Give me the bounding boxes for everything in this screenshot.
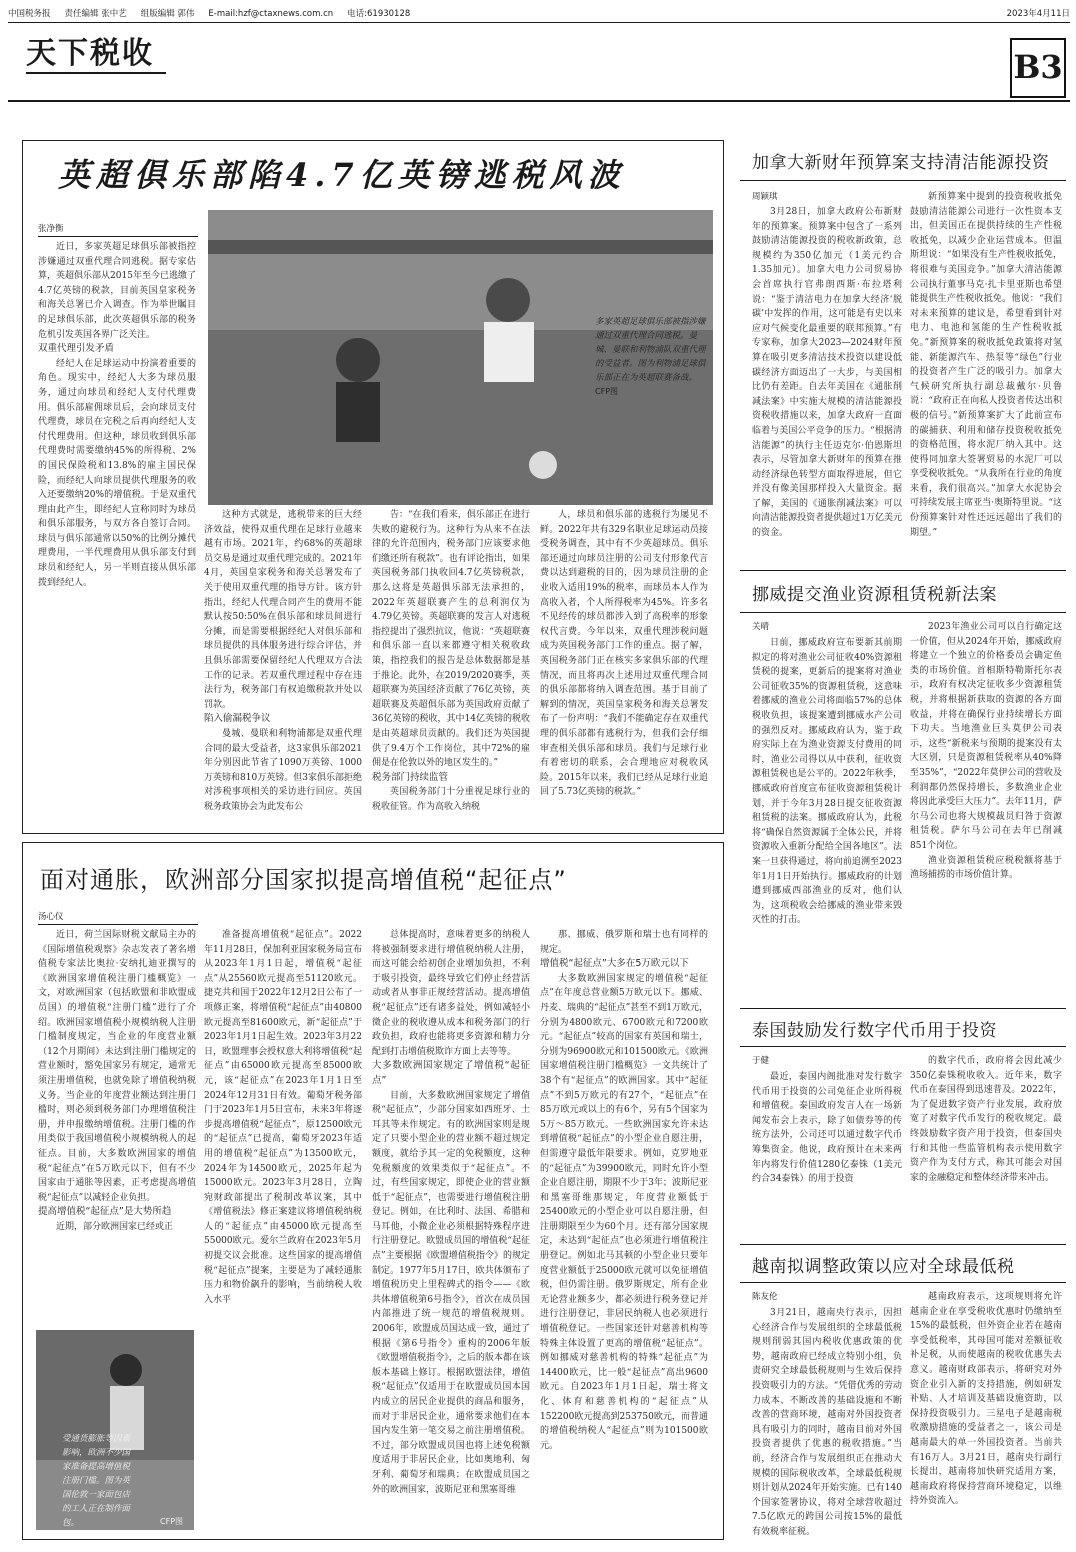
vat-column-2: 准备提高增值税“起征点”。2022年11月28日，保加利亚国家税务局宣布从2023年1月1日起，增值税“起征点”从25560欧元提高至51120欧元。捷克共和国于2022年12月2日公布了一项修正案，将增值税“起征点”由40800欧元提高至81600欧元，新“起征点”于2023年1月1日起生效。2023年3月22日，欧盟理事会授权意大利将增值税“起征点”由65000欧元提高至85000欧元，该“起征点”在2023年1月1日至2024年12月31日有效。葡萄牙税务部门于2023年1月5日宣布，未来3年将逐步提高增值税“起征点”，原12500欧元的“起征点”已提高，葡萄牙2023年适用的增值税“起征点”为13500欧元，2024年为14500欧元，2025年起为15000欧元。2023年3月28日，立陶宛财政部提出了税制改革议案，其中《增值税法》修正案建议将增值税纳税人的“起征点”由45000欧元提高至55000欧元。爱尔兰政府在2023年5月初提交议会批准。这些国家的提高增值税“起征点”提案，主要是为了减轻通胀压力和物价飙升的影响，当前纳税人收入水平 <box>204 930 362 1305</box>
vietnam-column-1: 3月21日，越南央行表示，因担心经济合作与发展组织的全球最低税规则削弱其国内税收优惠政策的优势，越南政府已经成立特别小组，负责研究全球最低税规则与生效后保持投资吸引力的方法。“凭借优秀的劳动力成本、不断改善的基础设施和不断改善的营商环境，越南对外国投资者具有吸引力的同时，越南目前对外国投资者提供了优惠的税收措施。”当前，经济合作与发展组织正在推动大规模的国际税收改革，全球最低税规则计划从2024年开始实施。已有140个国家签署协议，将对全球营收超过7.5亿欧元的跨国公司按15%的最低有效税率征税。 <box>752 1308 902 1537</box>
epl-column-4: 人，球员和俱乐部的逃税行为屡见不鲜。2022年共有329名职业足球运动员接受税务调查，其中有不少英超球员。俱乐部还通过向球员注册的公司支付形象代言费以达到避税的目的，因为球员注册的企业收入适用19%的税率，而球员本人作为高收入者，个人所得税率为45%。许多名不见经传的球员都涉入到了高税率的形象权代言费。今年以来，双重代理涉税问题成为英国税务部门工作的重点。据了解，英国税务部门正在核实多家俱乐部的代理情况，而且将再次上述用过双重代理合同的俱乐部都将纳入调查范围。基于目前了解到的情况，英国皇家税务和海关总署发布了一份声明：“我们不能确定存在双重代理的俱乐部都有逃税行为，但我们会仔细审查相关俱乐部和球员。我们与足球行业有着密切的联系，会合理地应对税收风险。2015年以来，我们已经从足球行业追回了5.73亿英镑的税款。” <box>540 510 708 798</box>
thailand-column-1: 最近，泰国内阁批准对发行数字代币用于投资的公司免征企业所得税和增值税。泰国政府发言人在一场新闻发布会上表示，除了如债券等的传统方法外，公司还可以通过数字代币筹集资金。他说，政府预计在未来两年内将发行价值1280亿泰铢（1美元约合34泰铢）的用于投资 <box>752 1072 902 1185</box>
epl-byline: 张净衡 <box>38 224 64 234</box>
thailand-rule <box>740 1046 1066 1047</box>
epl-column-3: 告：“在我们看来，俱乐部正在进行失败的避税行为。这种行为从来不在法律的允许范围内，税务部门应该要求他们缴还所有税款”。也有评论指出，如果英国税务部门执收回4.7亿英镑税款，那么这将是英超俱乐部无法承担的，2022年英超联赛产生的总利润仅为4.79亿英镑。英超联赛的发言人对逃税指控提出了强烈抗议，他说：“英超联赛和俱乐部一直以来都遵守相关税收政策，指控我们的报告是总体数据都是基于推论。此外，在2019/2020赛季，英超联赛为英国经济贡献了76亿英镑，英超联赛及英超俱乐部为英国政府贡献了36亿英镑的税收，其中14亿英镑的税收是由英超球员贡献的。我们还为英国提供了9.4万个工作岗位，其中72%的雇佣是在伦敦以外的地区发生的。” 税务部门持续监管 英国税务部门十分重视足球行业的税收征管。作为高收入纳税 <box>372 510 530 812</box>
section-underline <box>26 72 166 74</box>
canada-column-1: 3月28日，加拿大政府公布新财年的预算案。预算案中包含了一系列鼓励清洁能源投资的税收新政策，总规模约为350亿加元（1美元约合1.35加元）。加拿大电力公司贸易协会首席执行官弗朗西斯·布拉塔利说：“鉴于清洁电力在加拿大经济‘脱碳’中发挥的作用，这可能是有史以来应对气候变化最重要的联邦预算。”有专家称，加拿大2023—2024财年预算在吸引更多清洁技术投资以建设低碳经济方面迈出了一大步，与美国相比仍有差距。自去年美国在《通胀削减法案》中实施大规模的清洁能源投资税收措施以来，加拿大政府一直面临着与美国公平竞争的压力。“根据清洁能源”的执行主任迈克尔·伯恩斯坦表示，尽管加拿大新财年的预算在推动经济绿色转型方面取得进展，但它并没有像美国那样投入大量资金。据了解，美国的《通胀削减法案》可以向清洁能源投资者提供超过1万亿美元的资金。 <box>752 207 902 539</box>
epl-photo-credit: CFP图 <box>595 387 619 396</box>
epl-column-2: 这种方式就是，逃税带来的巨大经济效益，使得双重代理在足球行业越来越有市场。2021年，约68%的英超球员交易是通过双重代理完成的。2021年4月，英国皇家税务和海关总署发布了关于使用双重代理的指导方针。该方针指出，经纪人代理合同产生的费用不能默认按50:50%在俱乐部和球员间进行分摊，而是需要根据经纪人对俱乐部和球员提供的具体服务进行综合评估，并且俱乐部需要保留经纪人代理双方合法工作的记录。若双重代理过程中存在违法行为，税务部门有权追缴税款并处以罚款。 陷入偷漏税争议 曼城、曼联和利物浦都是双重代理合同的最大受益者，这3家俱乐部2021年分别因此节省了1090万英镑、1000万英镑和810万英镑。但3家俱乐部拒绝对涉税事项相关的采访进行回应。英国税务政策协会为此发布公 <box>204 510 362 812</box>
paper-name: 中国税务报 <box>8 9 51 19</box>
vietnam-headline: 越南拟调整政策以应对全球最低税 <box>752 1257 1015 1277</box>
vat-column-1: 近日，荷兰国际财税文献局主办的《国际增值税观察》杂志发表了著名增值税专家法比奥拉·安纳扎迪亚撰写的《欧洲国家增值税注册门槛概览》一文，对欧洲国家（包括欧盟和非欧盟成员国）的增值税“注册门槛”进行了介绍。欧洲国家增值税小规模纳税人注册门槛制度规定，当企业的年度营业额（12个月期间）未达到注册门槛规定的营业额时，豁免国家另有规定，通常无须注册增值税，也就免除了增值税纳税义务。当企业的年度营业额达到注册门槛时，则必须到税务部门办理增值税注册，并申报缴纳增值税。注册门槛的作用类似于我国增值税小规模纳税人的起征点。目前，大多数欧洲国家的增值税“起征点”在5万欧元以下，但有不少国家由于通胀等因素，正考虑提高增值税“起征点”以减轻企业负担。 提高增值税“起征点”是大势所趋 近期，部分欧洲国家已经或正 <box>38 930 196 1232</box>
header-rule <box>8 100 1070 102</box>
section-title: 天下税收 <box>26 36 154 71</box>
masthead-rule <box>8 22 1070 23</box>
thailand-byline: 于健 <box>752 1056 770 1066</box>
issue-date: 2023年4月11日 <box>1006 9 1070 19</box>
vat-subhead-2: 大多数欧洲国家规定了增值税“起征点” <box>372 1060 530 1086</box>
editor-credit: 责任编辑 张中艺 <box>64 9 127 19</box>
epl-headline: 英超俱乐部陷4.7亿英镑逃税风波 <box>58 156 626 194</box>
vat-byline-rule <box>38 924 198 925</box>
epl-subhead-2: 陷入偷漏税争议 <box>204 713 271 725</box>
norway-column-1: 日前，挪威政府宣布要新其前期拟定的将对渔业公司征收40%资源租赁税的提案，更新后的提案将对渔业公司征收35%的资源租赁税，这意味着挪威的渔业公司将面临57%的总体税收负担，该提案遭到挪威水产公司的强烈反对。挪威政府认为，鉴于政府实际上在为渔业资源支付费用的同时，渔业公司得以从中获利，征收资源租赁税也是公平的。2022年秋季，挪威政府首度宣布征收资源租赁税计划，并于今年3月28日提交征收资源租赁税的法案。挪威政府认为，此税将“确保自然资源属于全体公民，并将资源收入重新分配给全国各地区”。法案一旦获得通过，将向前追溯至2023年1月1日开始执行。挪威政府的计划遭到挪威西部渔业的反对，他们认为，这项税收会给挪威的渔业带来毁灭性的打击。 <box>752 638 902 926</box>
vietnam-column-2: 越南政府表示，这项规则将允许越南企业在享受税收优惠时仍缴纳至15%的最低税，但外资企业若在越南享受低税率，其母国可能对差额征收补足税，从而使越南的税收优惠失去意义。越南财政部表示，将研究对外资企业引入新的支持措施，例如研发补贴、人才培训及基础设施资助，以保持投资吸引力。三星电子是越南税收激励措施的受益者之一，该公司是越南最大的单一外国投资者。当前共有16万人。3月21日，越南央行副行长提出，越南将加快研究适用方案，越南政府将保持营商环境稳定，以维持外资流入。 <box>910 1292 1062 1507</box>
epl-subhead-1: 双重代理引发矛盾 <box>38 343 115 355</box>
vat-photo-caption: 受通货膨胀等因素影响，欧洲不少国家准备提高增值税注册门槛。图为英国伦敦一家面包店的工人正在制作面包。 <box>62 1434 131 1528</box>
canada-column-2: 新预算案中提到的投资税收抵免鼓励清洁能源公司进行一次性资本支出，但美国正在提供持续的生产性税收抵免，以减少企业运营成本。但温斯坦说：“如果没有生产性税收抵免，将很难与美国竞争。”加拿大清洁能源公司执行董事马克·扎卡里亚斯也希望能提供生产性税收抵免。他说：“我们对未来预算的建议是，希望看到针对电力、电池和氢能的生产性税收抵免。”新预算案的税收抵免政策将对氢能、新能源汽车、热泵等“绿色”行业的投资者产生广泛的吸引力。加拿大气候研究所执行副总裁戴尔·贝鲁说：“政府正在向私人投资者传达出积极的信号。”新预算案扩大了此前宣布的碳捕获、利用和储存投资税收抵免的资格范围，将水泥厂纳入其中。这使得同加拿大签署贸易的水泥厂可以享受税收抵免。“从我所在行业的角度来看，我们很高兴。”加拿大水泥协会可持续发展主席亚当·奥斯特里说。“这份预算案针对性还远远超出了我们的期望。” <box>910 192 1062 538</box>
norway-byline: 关晴 <box>752 622 770 632</box>
vat-column-3: 总体提高时，意味着更多的纳税人将被强制要求进行增值税纳税人注册，而这可能会给初创企业增加负担，不利于吸引投资，最终导致它们停止经营活动或者从事非正规经营活动。提高增值税“起征点”还有诸多益处，例如减轻小微企业的税收遵从成本和税务部门的行政负担，政府也能将更多资源和精力分配到打击增值税欺诈方面上去等等。 大多数欧洲国家规定了增值税“起征点” 目前，大多数欧洲国家规定了增值税“起征点”，少部分国家如西班牙、土耳其等未作规定。有的欧洲国家则是规定了只要小型企业的营业额不超过规定额度，就给予其一定的免税额度，这种免税额度的效果类似于“起征点”。不过，有些国家规定，即使企业的营业额低于“起征点”，也需要进行增值税注册登记。例如，在比利时、法国、希腊和马耳他，小微企业必须根据特殊程序进行注册登记。欧盟成员国的增值税“起征点”主要根据《欧盟增值税指令》的规定制定。1977年5月17日，欧共体颁布了增值税历史上里程碑式的指令——《欧共体增值税第6号指令》，首次在成员国内部推进了统一规范的增值税规则。2006年，欧盟成员国达成一致，通过了根据《第6号指令》重构的2006年版《欧盟增值税指令》，之后的版本都在该版本基础上修订。根据欧盟法律，增值税“起征点”仅适用于在欧盟成员国本国内成立的居民企业提供的商品和服务，而对于非居民企业，通常要求他们在本国内发生第一笔交易之前注册增值税。不过，部分欧盟成员国也将上述免税额度适用于非居民企业，比如奥地利、匈牙利、葡萄牙和瑞典；在欧盟成员国之外的欧洲国家，波斯尼亚和黑塞哥维 <box>372 930 530 1495</box>
epl-photo-caption: 多家英超足球俱乐部被指涉嫌通过双重代理合同逃税。曼城、曼联和利物浦队双重代理的受益者。图为利物浦足球俱乐部正在为英超联赛备战。 CFP图 <box>595 317 706 396</box>
norway-top-rule <box>740 570 1066 571</box>
vietnam-byline: 陈友伦 <box>752 1292 778 1302</box>
thailand-headline: 泰国鼓励发行数字代币用于投资 <box>752 1021 997 1041</box>
epl-column-1: 近日，多家英超足球俱乐部被指控涉嫌通过双重代理合同逃税。据专家估算，英超俱乐部从2015年至今已逃缴了4.7亿英镑的税款，目前英国皇家税务和海关总署已介入调查。作为举世瞩目的足球俱乐部，此次英超俱乐部的税务危机引发英国各界广泛关注。 双重代理引发矛盾 经纪人在足球运动中扮演着重要的角色。现实中，经纪人大多为球员服务，通过向球员和经纪人支付代理费用。俱乐部雇佣球员后，会向球员支付代理费，球员在完税之后再向经纪人支付代理费用。但这种，球员收到俱乐部代理费时需要缴纳45%的所得税、2%的国民保险税和13.8%的雇主国民保险，而经纪人向球员提供代理服务的收入还要缴纳20%的增值税。于是双重代理由此产生，即经纪人宣称同时为球员和俱乐部服务，与双方各自签订合同。球员与俱乐部通常以50%的比例分摊代理费用，一半代理费用从俱乐部支付到球员和经纪人，另一半则直接从俱乐部拨到经纪人。 <box>38 242 196 588</box>
vat-subhead-1: 提高增值税“起征点”是大势所趋 <box>38 1206 172 1218</box>
vat-byline: 汤心仪 <box>38 912 64 922</box>
thailand-top-rule <box>740 1008 1066 1009</box>
vat-column-4: 那、挪威、俄罗斯和瑞士也有同样的规定。 增值税“起征点”大多在5万欧元以下 大多数欧洲国家规定的增值税“起征点”在年度总营业额5万欧元以下。挪威、丹麦、瑞典的“起征点”甚至不到1万欧元，分别为4800欧元、6700欧元和7200欧元。“起征点”较高的国家有英国和瑞士，分别为96900欧元和101500欧元。《欧洲国家增值税注册门槛概览》一文共统计了38个有“起征点”的欧洲国家。其中“起征点”不到5万欧元的有27个，“起征点”在85万欧元或以上的有6个，另有5个国家为5万～85万欧元。一些欧洲国家允许未达到增值税“起征点”的小型企业自愿注册，但需遵守最低年限要求。例如，克罗地亚的“起征点”为39900欧元，同时允许小型企业自愿注册，期限不少于3年；波斯尼亚和黑塞哥维那规定，年度营业额低于25400欧元的小型企业可以自愿注册，但注册期限至少为60个月。还有部分国家规定，未达到“起征点”也必须进行增值税注册登记。例如北马其顿的小型企业只要年度营业额低于25000欧元就可以免征增值税，但仍需注册。俄罗斯规定，所有企业无论营业额多少，都必须进行税务登记并进行注册登记，非居民纳税人也必须进行增值税登记。一些国家还针对慈善机构等特殊主体设置了更高的增值税“起征点”。例如挪威对慈善机构的特殊“起征点”为14400欧元，比一般“起征点”高出9600欧元。自2023年1月1日起，瑞士将文化、体育和慈善机构的“起征点”从152200欧元提高到253750欧元，而普通的增值税纳税人“起征点”则为101500欧元。 <box>540 930 708 1451</box>
page-number: B3 <box>1010 38 1066 98</box>
norway-rule <box>740 612 1066 613</box>
epl-subhead-3: 税务部门持续监管 <box>372 771 449 783</box>
phone-number: 电话:61930128 <box>347 9 411 19</box>
canada-headline: 加拿大新财年预算案支持清洁能源投资 <box>752 153 1050 173</box>
layout-credit: 组版编辑 郭伟 <box>140 9 195 19</box>
vat-headline: 面对通胀，欧洲部分国家拟提高增值税“起征点” <box>40 866 567 894</box>
thailand-column-2: 的数字代币，政府将会因此减少350亿泰铢税收收入。近年来，数字代币在泰国得到迅速普及。2022年，为了促进数字资产行业发展，政府放宽了对数字代币发行的税收规定。最终鼓励数字资产用于投资，但泰国央行和其他一些监管机构表示使用数字资产作为支付方式，称其可能会对国家的金融稳定和整体经济带来冲击。 <box>910 1056 1062 1183</box>
vat-photo-credit: CFP图 <box>160 1517 184 1526</box>
norway-column-2: 2023年渔业公司可以自行确定这一价值，但从2024年开始，挪威政府将建立一个独立的价格委员会确定鱼类的市场价值。首相斯特勒斯托尔表示，政府有权决定征收多少资源租赁税，并将根据新获取的资源的各方面收益，并将在确保行业持续增长方面下功夫。当地渔业巨头莫伊公司表示，这些“新税来与预期的提案没有太大区别，只是资源租赁税率从40%降至35%”，“2022年莫伊公司的营收及利润都仍然保持增长，多数渔业企业将因此承受巨大压力”。去年11月，萨尔马公司也将大规模裁员归咎于资源租赁税。萨尔马公司在去年已削减851个岗位。 渔业资源租赁税应税税额将基于渔场捕捞的市场价值计算。 <box>910 622 1062 881</box>
vietnam-top-rule <box>740 1244 1066 1245</box>
norway-headline: 挪威提交渔业资源租赁税新法案 <box>752 585 997 605</box>
canada-byline: 周颖琪 <box>752 192 778 202</box>
canada-rule <box>740 180 1066 181</box>
epl-byline-rule <box>38 236 198 237</box>
masthead-strip <box>8 6 1070 22</box>
email-address: E-mail:hzf@ctaxnews.com.cn <box>208 9 334 19</box>
vietnam-rule <box>740 1282 1066 1283</box>
vat-subhead-3: 增值税“起征点”大多在5万欧元以下 <box>540 958 689 970</box>
